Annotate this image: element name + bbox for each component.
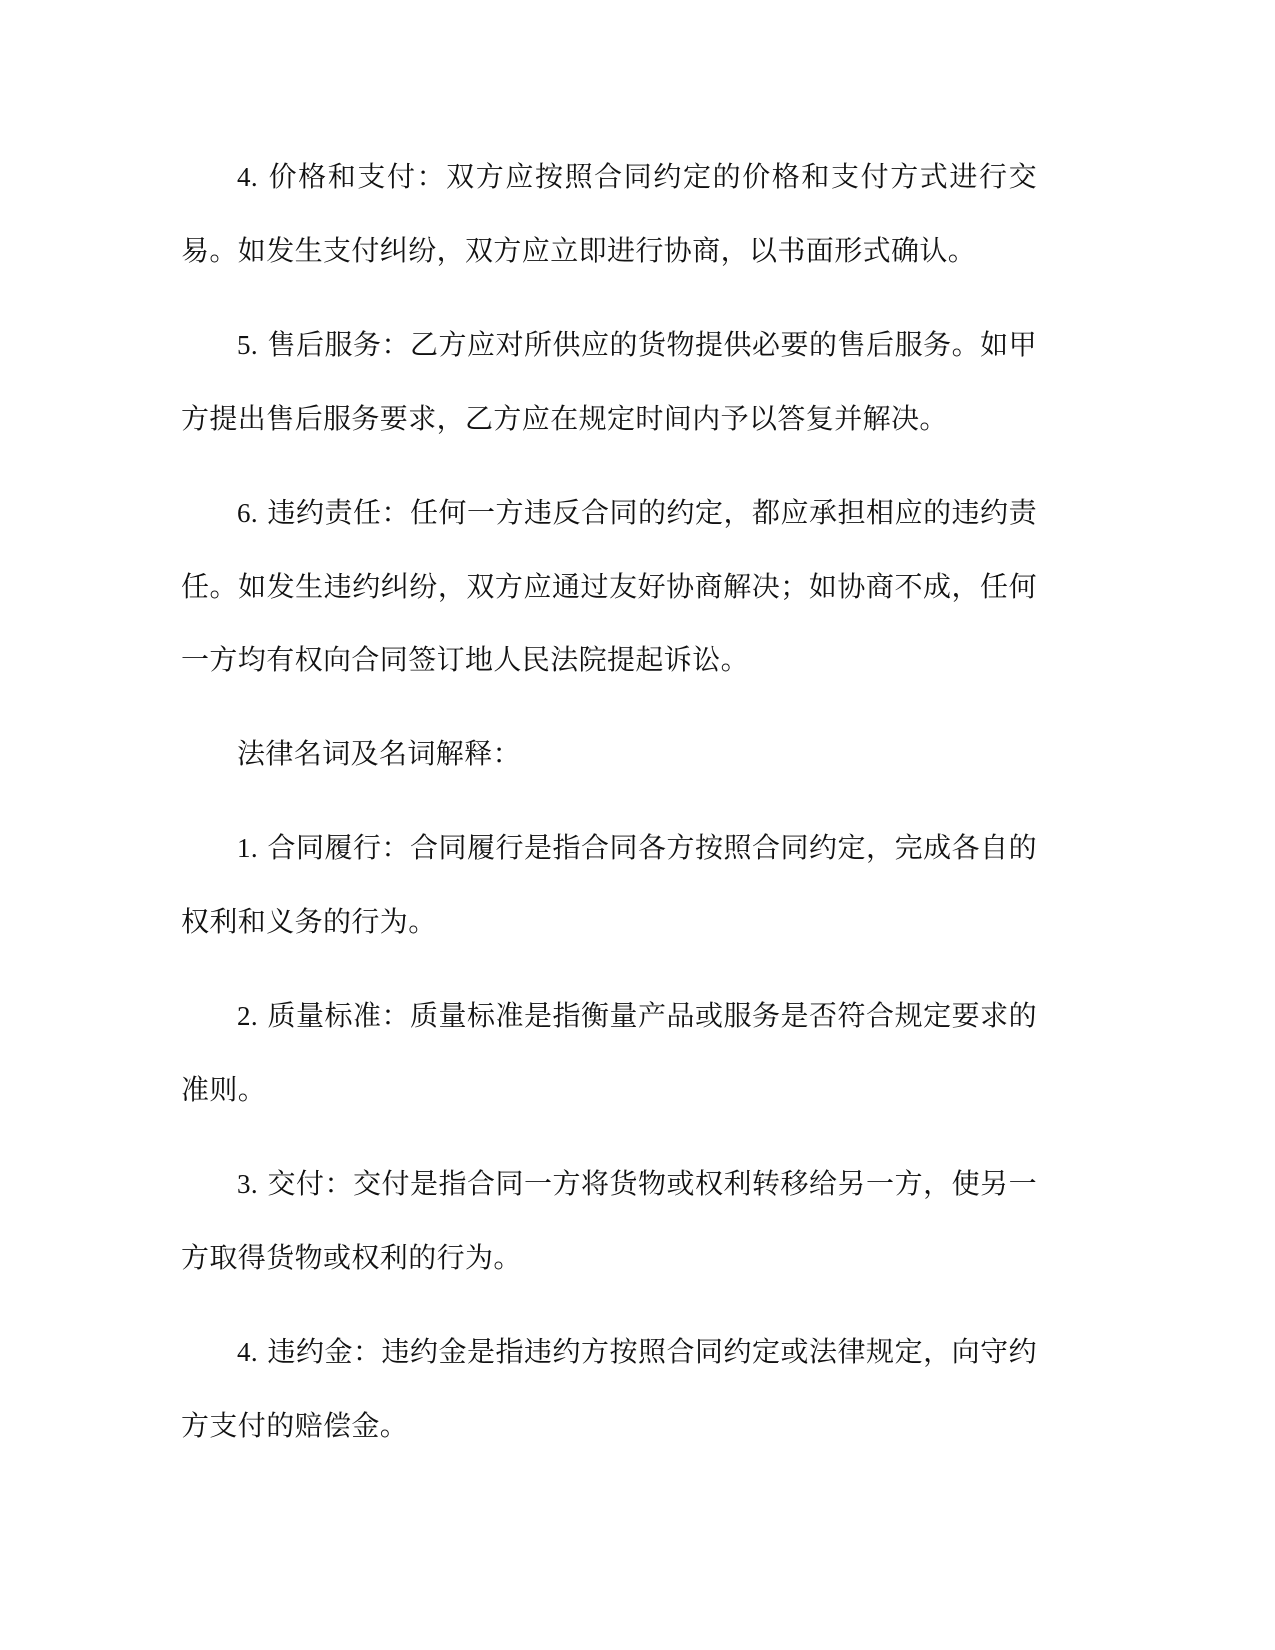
clause-liability bbox=[181, 476, 1037, 696]
glossary-item-delivery bbox=[181, 1147, 1037, 1294]
glossary-number: 1. bbox=[237, 833, 259, 863]
clause-number: 5. bbox=[237, 330, 259, 360]
glossary-item-penalty bbox=[181, 1315, 1037, 1462]
clause-number: 6. bbox=[237, 498, 259, 528]
clause-text: 售后服务：乙方应对所供应的货物提供必要的售后服务。如甲方提出售后服务要求，乙方应在规定时间内予以答复并解决。 bbox=[181, 328, 1037, 435]
glossary-number: 2. bbox=[237, 1001, 259, 1031]
glossary-text: 交付：交付是指合同一方将货物或权利转移给另一方，使另一方取得货物或权利的行为。 bbox=[181, 1167, 1037, 1274]
clause-text: 违约责任：任何一方违反合同的约定，都应承担相应的违约责任。如发生违约纠纷，双方应通过友好协商解决；如协商不成，任何一方均有权向合同签订地人民法院提起诉讼。 bbox=[181, 496, 1037, 676]
clause-text: 价格和支付：双方应按照合同约定的价格和支付方式进行交易。如发生支付纠纷，双方应立即进行协商，以书面形式确认。 bbox=[181, 160, 1037, 267]
glossary-number: 3. bbox=[237, 1169, 259, 1199]
clause-price-payment bbox=[181, 140, 1037, 287]
glossary-text: 质量标准：质量标准是指衡量产品或服务是否符合规定要求的准则。 bbox=[181, 999, 1037, 1106]
glossary-item-quality bbox=[181, 979, 1037, 1126]
clause-number: 4. bbox=[237, 162, 259, 192]
glossary-heading: 法律名词及名词解释： bbox=[237, 737, 522, 770]
document-body bbox=[181, 140, 1037, 1483]
glossary-number: 4. bbox=[237, 1337, 259, 1367]
glossary-item-performance bbox=[181, 811, 1037, 958]
clause-after-sales bbox=[181, 308, 1037, 455]
glossary-text: 合同履行：合同履行是指合同各方按照合同约定，完成各自的权利和义务的行为。 bbox=[181, 831, 1037, 938]
glossary-text: 违约金：违约金是指违约方按照合同约定或法律规定，向守约方支付的赔偿金。 bbox=[181, 1335, 1037, 1442]
